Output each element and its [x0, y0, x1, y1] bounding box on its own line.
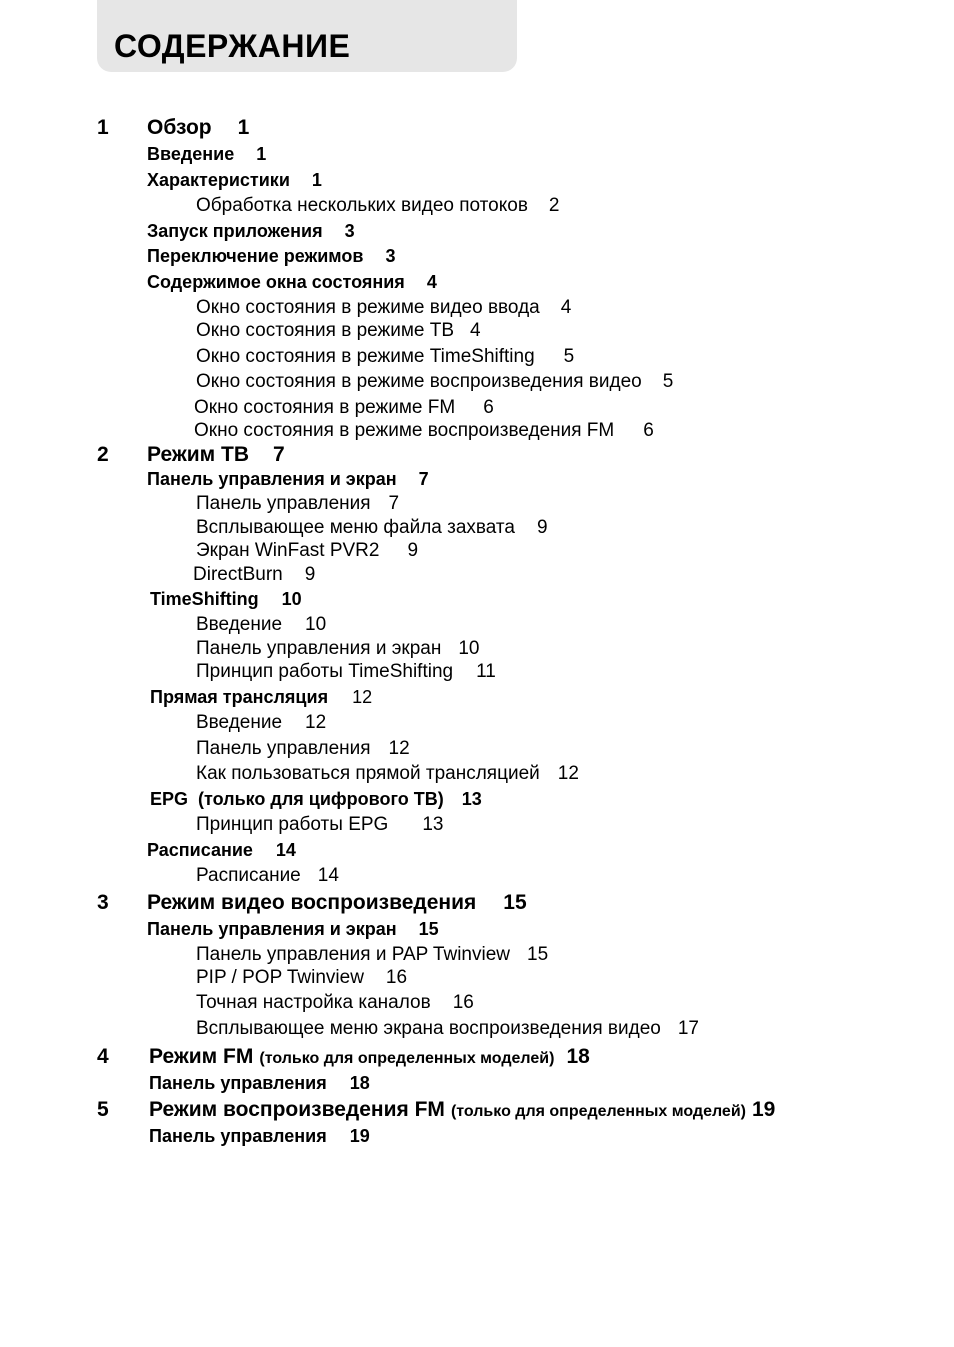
toc-page: 1 — [256, 144, 267, 164]
toc-title: Расписание — [147, 840, 253, 860]
toc-title: Панель управления — [149, 1126, 327, 1146]
toc-title: PIP / POP Twinview — [196, 967, 364, 988]
toc-subsection[interactable] — [196, 639, 480, 658]
toc-page: 1 — [237, 116, 250, 139]
toc-title: Режим ТВ — [147, 443, 250, 466]
toc-title: Введение — [147, 144, 235, 164]
toc-page: 10 — [281, 589, 302, 609]
toc-title: Всплывающее меню файла захвата — [196, 517, 515, 538]
chapter-5-number: 5 — [97, 1098, 109, 1121]
toc-page: 3 — [344, 221, 355, 241]
toc-title: Всплывающее меню экрана воспроизведения видео — [196, 1018, 661, 1039]
toc-page: 12 — [352, 687, 373, 707]
toc-section[interactable] — [147, 470, 429, 488]
toc-page: 14 — [275, 840, 296, 860]
toc-section[interactable] — [149, 1127, 370, 1145]
toc-subsection[interactable] — [196, 739, 410, 758]
toc-title: Панель управления — [196, 738, 371, 759]
toc-page: 5 — [662, 371, 674, 392]
toc-page: 19 — [752, 1098, 776, 1121]
toc-page: 9 — [537, 517, 548, 538]
toc-page: 14 — [317, 865, 339, 886]
toc-subsection[interactable] — [196, 494, 399, 513]
toc-page: 12 — [305, 712, 327, 733]
toc-page: 6 — [643, 420, 654, 441]
toc-chapter-2[interactable] — [147, 444, 285, 465]
toc-section[interactable] — [147, 171, 322, 189]
toc-title: EPG (только для цифрового ТВ) — [150, 789, 444, 809]
toc-subsection[interactable] — [196, 541, 418, 560]
toc-subsection[interactable] — [196, 968, 407, 987]
toc-title: Панель управления — [196, 493, 371, 514]
chapter-1-number: 1 — [97, 116, 109, 139]
chapter-2-number: 2 — [97, 443, 109, 466]
toc-title: TimeShifting — [150, 589, 259, 609]
toc-title: Расписание — [196, 865, 301, 886]
toc-title: Как пользоваться прямой трансляцией — [196, 763, 540, 784]
toc-title: Панель управления и PAP Twinview — [196, 944, 510, 965]
toc-page: 9 — [304, 564, 316, 585]
toc-subsection[interactable] — [196, 764, 579, 783]
toc-page: 3 — [385, 246, 396, 266]
toc-page: 18 — [566, 1045, 590, 1068]
toc-page: 16 — [385, 967, 408, 988]
toc-page: 13 — [461, 789, 482, 809]
toc-title: Режим видео воспроизведения — [147, 891, 477, 914]
toc-page: 7 — [273, 443, 285, 466]
toc-page: 16 — [452, 992, 474, 1013]
toc-subsection[interactable] — [196, 196, 560, 215]
toc-title: Панель управления и экран — [147, 469, 397, 489]
toc-title: DirectBurn — [193, 564, 283, 585]
toc-title: Панель управления и экран — [147, 919, 397, 939]
toc-subsection[interactable] — [196, 372, 673, 391]
toc-section[interactable] — [147, 273, 437, 291]
toc-page: 12 — [388, 738, 410, 759]
toc-chapter-4[interactable] — [149, 1046, 590, 1067]
toc-title: Принцип работы EPG — [196, 814, 389, 835]
toc-title: Окно состояния в режиме TimeShifting — [196, 346, 535, 367]
toc-title: Обзор — [147, 116, 212, 139]
toc-title: Режим FM — [149, 1045, 254, 1068]
toc-title: Окно состояния в режиме видео ввода — [196, 297, 540, 318]
toc-page: 4 — [560, 297, 572, 318]
toc-page: 7 — [418, 469, 429, 489]
toc-section[interactable] — [150, 590, 302, 608]
toc-page: 15 — [527, 944, 549, 965]
toc-page: 7 — [388, 493, 400, 514]
toc-title: Окно состояния в режиме воспроизведения видео — [196, 371, 642, 392]
toc-subsection[interactable] — [196, 321, 481, 340]
toc-title: Окно состояния в режиме ТВ — [196, 320, 455, 341]
toc-page: 13 — [422, 814, 444, 835]
toc-page: 9 — [407, 540, 419, 561]
toc-subsection[interactable] — [196, 518, 548, 537]
toc-subsection[interactable] — [194, 421, 654, 440]
toc-subsection[interactable] — [196, 815, 443, 834]
chapter-4-number: 4 — [97, 1045, 109, 1068]
toc-subsection[interactable] — [196, 866, 339, 885]
toc-subsection[interactable] — [193, 565, 315, 584]
toc-title: Содержимое окна состояния — [147, 272, 405, 292]
toc-section[interactable] — [149, 1074, 370, 1092]
toc-page: 4 — [426, 272, 437, 292]
toc-subsection[interactable] — [196, 713, 326, 732]
toc-title: Введение — [196, 712, 283, 733]
toc-page: 17 — [677, 1018, 699, 1039]
toc-page: 11 — [476, 661, 496, 682]
toc-section[interactable] — [147, 247, 395, 265]
toc-page: 2 — [548, 195, 560, 216]
toc-section[interactable] — [150, 688, 372, 706]
toc-title: Окно состояния в режиме воспроизведения FM — [194, 420, 615, 441]
toc-page: 15 — [418, 919, 439, 939]
toc-chapter-5[interactable] — [149, 1099, 775, 1120]
toc-title: Окно состояния в режиме FM — [194, 397, 456, 418]
toc-page: 15 — [503, 891, 527, 914]
toc-section[interactable] — [150, 790, 482, 808]
page-title: СОДЕРЖАНИЕ — [114, 28, 351, 64]
toc-title: Принцип работы TimeShifting — [196, 661, 454, 682]
toc-title: Точная настройка каналов — [196, 992, 431, 1013]
toc-title: Панель управления и экран — [196, 638, 442, 659]
toc-subsection[interactable] — [196, 298, 571, 317]
toc-section[interactable] — [147, 222, 355, 240]
toc-page: 19 — [349, 1126, 370, 1146]
toc-page: 18 — [349, 1073, 370, 1093]
toc-note: (только для определенных моделей) — [259, 1050, 555, 1067]
toc-title: Характеристики — [147, 170, 290, 190]
toc-title: Обработка нескольких видео потоков — [196, 195, 528, 216]
toc-subsection[interactable] — [196, 347, 574, 366]
toc-page: 1 — [311, 170, 322, 190]
toc-subsection[interactable] — [196, 615, 326, 634]
toc-subsection[interactable] — [196, 945, 548, 964]
toc-title: Прямая трансляция — [150, 687, 329, 707]
toc-subsection[interactable] — [196, 662, 496, 681]
chapter-3-number: 3 — [97, 891, 109, 914]
toc-page: 10 — [458, 638, 480, 659]
toc-page: 6 — [483, 397, 494, 418]
toc-page: 12 — [557, 763, 579, 784]
toc-section[interactable] — [147, 841, 296, 859]
toc-title: Переключение режимов — [147, 246, 364, 266]
toc-page: 5 — [563, 346, 575, 367]
toc-page: 4 — [470, 320, 481, 341]
toc-section[interactable] — [147, 920, 439, 938]
toc-title: Введение — [196, 614, 283, 635]
toc-title: Панель управления — [149, 1073, 327, 1093]
toc-subsection[interactable] — [194, 398, 494, 417]
toc-page: 10 — [305, 614, 327, 635]
toc-chapter-3[interactable] — [147, 892, 527, 913]
toc-subsection[interactable] — [196, 1019, 699, 1038]
toc-title: Режим воспроизведения FM — [149, 1098, 445, 1121]
toc-chapter-1[interactable] — [147, 117, 249, 138]
toc-subsection[interactable] — [196, 993, 474, 1012]
toc-section[interactable] — [147, 145, 266, 163]
toc-note: (только для определенных моделей) — [450, 1103, 746, 1120]
toc-title: Запуск приложения — [147, 221, 323, 241]
toc-title: Экран WinFast PVR2 — [196, 540, 380, 561]
